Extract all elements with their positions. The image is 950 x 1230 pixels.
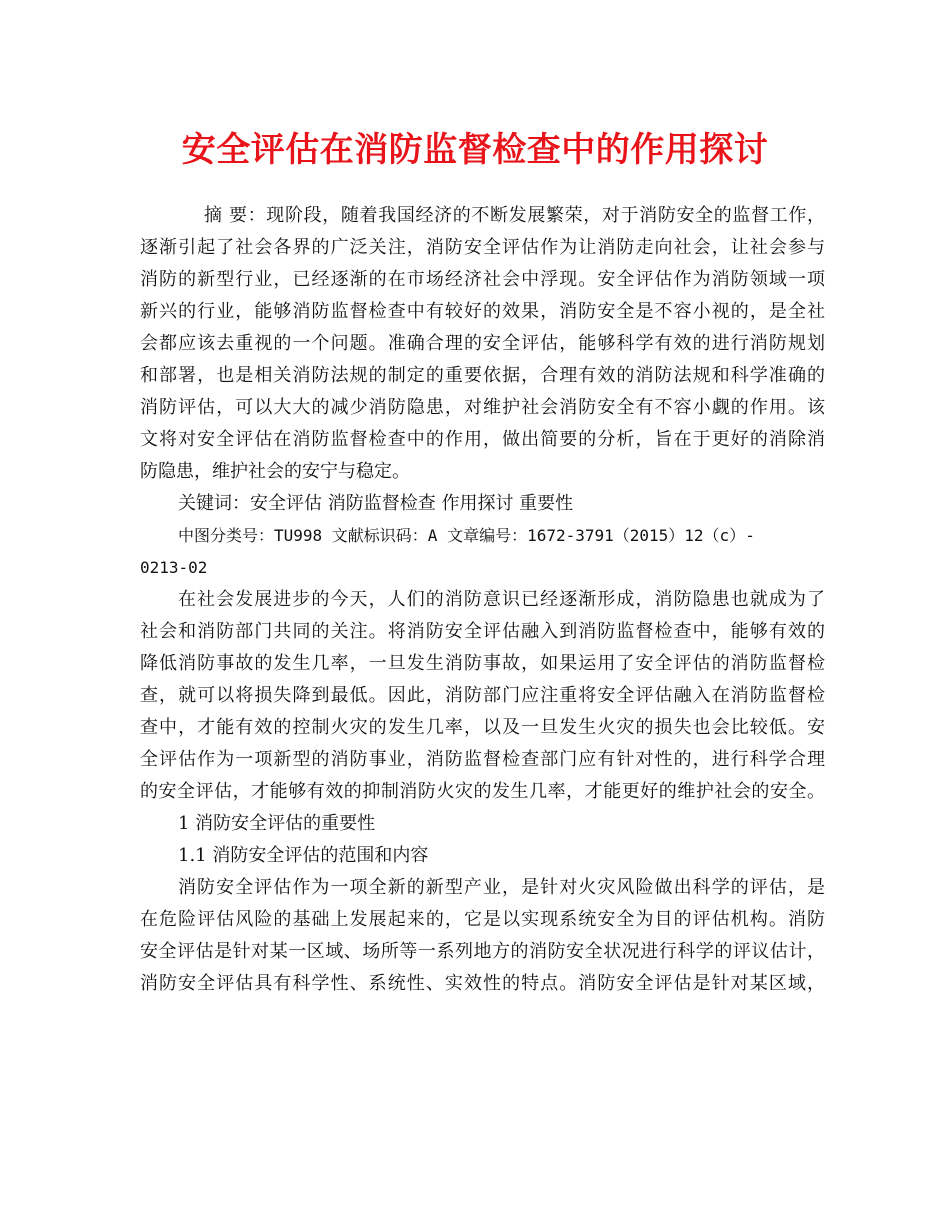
classification-line-cont: 0213-02 — [140, 558, 208, 577]
abstract-line-3: 消防的新型行业，已经逐渐的在市场经济社会中浮现。安全评估作为消防领域一项 — [140, 269, 825, 290]
paragraph-1-line-1: 在社会发展进步的今天，人们的消防意识已经逐渐形成，消防隐患也就成为了 — [178, 589, 825, 610]
abstract-line-4: 新兴的行业，能够消防监督检查中有较好的效果，消防安全是不容小视的，是全社 — [140, 301, 825, 322]
paragraph-2-line-2: 在危险评估风险的基础上发展起来的，它是以实现系统安全为目的评估机构。消防 — [140, 909, 825, 930]
paragraph-2-line-1: 消防安全评估作为一项全新的新型产业，是针对火灾风险做出科学的评估，是 — [178, 877, 825, 898]
paragraph-2-line-4: 消防安全评估具有科学性、系统性、实效性的特点。消防安全评估是针对某区域， — [140, 973, 825, 994]
abstract-line-1: 摘 要：现阶段，随着我国经济的不断发展繁荣，对于消防安全的监督工作， — [204, 205, 825, 226]
subsection-heading-1-1: 1.1 消防安全评估的范围和内容 — [178, 845, 429, 866]
paragraph-1-line-4: 查，就可以将损失降到最低。因此，消防部门应注重将安全评估融入在消防监督检 — [140, 685, 825, 706]
abstract-line-9: 防隐患，维护社会的安宁与稳定。 — [140, 461, 410, 482]
document-body — [140, 200, 825, 1000]
keywords-line: 关键词：安全评估 消防监督检查 作用探讨 重要性 — [178, 493, 574, 514]
classification-line: 中图分类号：TU998 文献标识码：A 文章编号：1672-3791（2015）12（c）- — [178, 526, 755, 545]
paragraph-1-line-3: 降低消防事故的发生几率，一旦发生消防事故，如果运用了安全评估的消防监督检 — [140, 653, 825, 674]
section-heading-1: 1 消防安全评估的重要性 — [178, 813, 376, 834]
document-title: 安全评估在消防监督检查中的作用探讨 — [181, 130, 769, 170]
paragraph-1-line-2: 社会和消防部门共同的关注。将消防安全评估融入到消防监督检查中，能够有效的 — [140, 621, 825, 642]
abstract-line-8: 文将对安全评估在消防监督检查中的作用，做出简要的分析，旨在于更好的消除消 — [140, 429, 825, 450]
paragraph-1-line-6: 全评估作为一项新型的消防事业，消防监督检查部门应有针对性的，进行科学合理 — [140, 749, 825, 770]
paragraph-1-line-5: 查中，才能有效的控制火灾的发生几率，以及一旦发生火灾的损失也会比较低。安 — [140, 717, 825, 738]
abstract-line-2: 逐渐引起了社会各界的广泛关注，消防安全评估作为让消防走向社会，让社会参与 — [140, 237, 825, 258]
abstract-line-7: 消防评估，可以大大的减少消防隐患，对维护社会消防安全有不容小觑的作用。该 — [140, 397, 825, 418]
abstract-line-5: 会都应该去重视的一个问题。准确合理的安全评估，能够科学有效的进行消防规划 — [140, 333, 825, 354]
abstract-line-6: 和部署，也是相关消防法规的制定的重要依据，合理有效的消防法规和科学准确的 — [140, 365, 825, 386]
paragraph-1-line-7: 的安全评估，才能够有效的抑制消防火灾的发生几率，才能更好的维护社会的安全。 — [140, 781, 825, 802]
paragraph-2-line-3: 安全评估是针对某一区域、场所等一系列地方的消防安全状况进行科学的评议估计， — [140, 941, 825, 962]
